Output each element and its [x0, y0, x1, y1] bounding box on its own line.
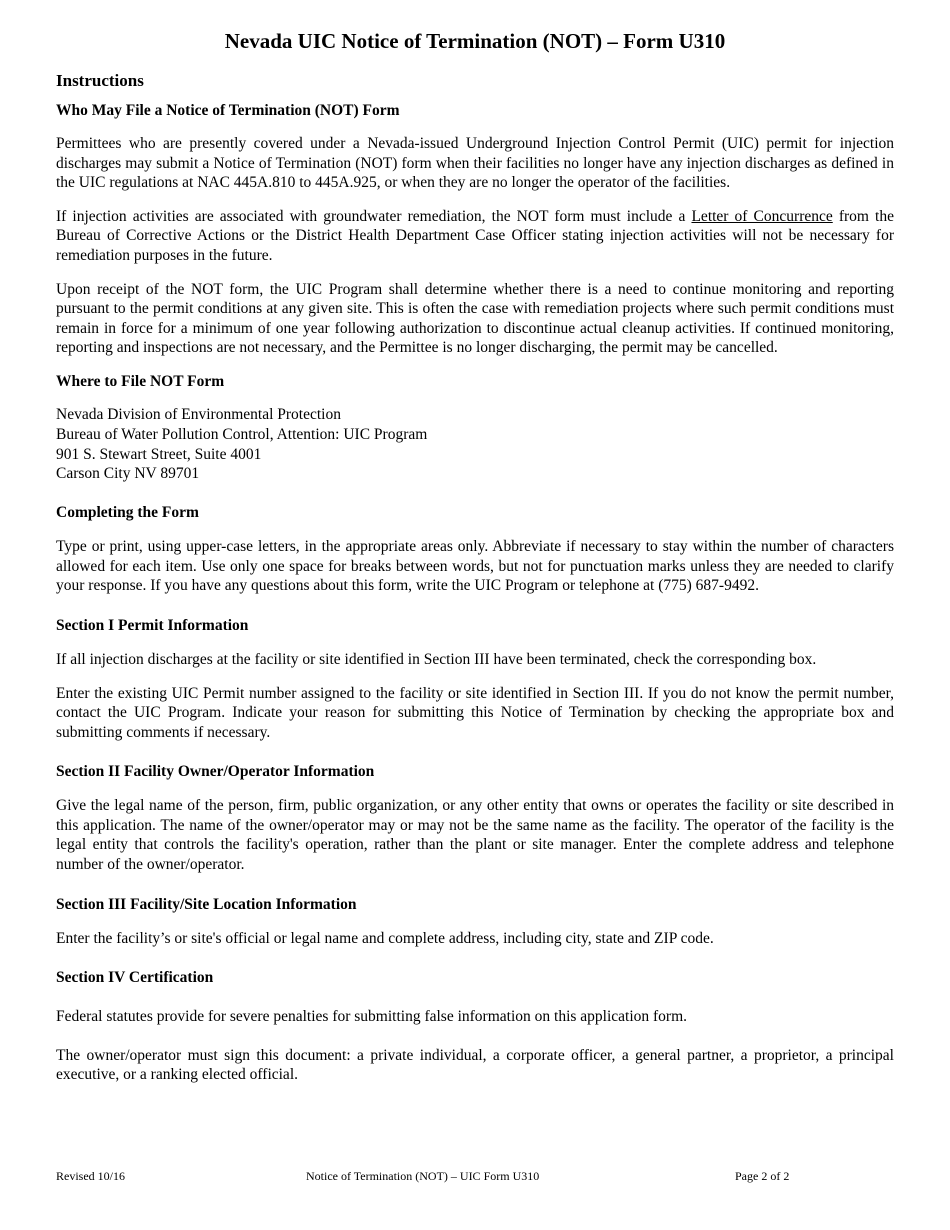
page-footer: [56, 1168, 894, 1184]
footer-revision: Revised 10/16: [56, 1169, 125, 1183]
footer-form-name: Notice of Termination (NOT) – UIC Form U310: [306, 1169, 540, 1183]
address-line: Nevada Division of Environmental Protection: [56, 405, 341, 423]
section-1-paragraph-2: Enter the existing UIC Permit number assigned to the facility or site identified in Section III. If you do not know the permit number, contact the UIC Program. Indicate your reason for submitting this Notice of Termination by checking the appropriate box and submitting comments if necessary.: [56, 684, 894, 741]
mailing-address: [56, 405, 894, 484]
completing-form-heading: Completing the Form: [56, 504, 199, 522]
letter-of-concurrence-text: Letter of Concurrence: [691, 207, 833, 225]
who-may-file-paragraph-2: [56, 207, 894, 266]
paragraph-text: If injection activities are associated with groundwater remediation, the NOT form must include a: [56, 207, 692, 225]
completing-form-paragraph: Type or print, using upper-case letters, in the appropriate areas only. Abbreviate if necessary to stay within the number of characters allowed for each item. Use only one space for breaks between words, but not for punctuation marks unless they are needed to clarify your response. If you have any questions about this form, write the UIC Program or telephone at (775) 687-9492.: [56, 538, 894, 595]
section-4-heading: Section IV Certification: [56, 969, 214, 987]
section-3-paragraph: Enter the facility’s or site's official or legal name and complete address, including city, state and ZIP code.: [56, 929, 714, 947]
page-title: Nevada UIC Notice of Termination (NOT) – Form U310: [224, 29, 726, 53]
section-2-heading: Section II Facility Owner/Operator Information: [56, 763, 375, 781]
paragraph-text: from the Bureau of Corrective Actions or the District Health Department Case Officer stating injection activities will not be necessary for remediation purposes in the future.: [56, 207, 894, 264]
who-may-file-heading: Who May File a Notice of Termination (NOT) Form: [56, 102, 400, 119]
address-line: Carson City NV 89701: [56, 465, 200, 483]
instructions-heading: Instructions: [56, 71, 144, 90]
footer-page-number: Page 2 of 2: [735, 1169, 790, 1183]
address-line: Bureau of Water Pollution Control, Attention: UIC Program: [56, 425, 428, 443]
address-line: 901 S. Stewart Street, Suite 4001: [56, 445, 262, 463]
section-3-heading: Section III Facility/Site Location Information: [56, 895, 357, 913]
section-2-paragraph: Give the legal name of the person, firm, public organization, or any other entity that owns or operates the facility or site described in this application. The name of the owner/operator may or may not be the same name as the facility. The operator of the facility is the legal entity that controls the facility's operation, rather than the plant or site manager. Enter the complete address and telephone number of the owner/operator.: [56, 797, 894, 874]
who-may-file-paragraph-3: Upon receipt of the NOT form, the UIC Program shall determine whether there is a need to continue monitoring and reporting pursuant to the permit conditions at any given site. This is often the case with remediation projects where such permit conditions must remain in force for a minimum of one year following authorization to discontinue actual cleanup activities. If continued monitoring, reporting and inspections are not necessary, and the Permittee is no longer discharging, the permit may be cancelled.: [56, 280, 894, 357]
section-4-paragraph-1: Federal statutes provide for severe penalties for submitting false information on this application form.: [56, 1008, 688, 1026]
where-to-file-heading: Where to File NOT Form: [56, 372, 225, 390]
document-page: [56, 28, 894, 1085]
section-1-paragraph-1: If all injection discharges at the facility or site identified in Section III have been terminated, check the corresponding box.: [56, 650, 817, 668]
section-1-heading: Section I Permit Information: [56, 616, 249, 634]
section-4-paragraph-2: The owner/operator must sign this document: a private individual, a corporate officer, a general partner, a proprietor, a principal executive, or a ranking elected official.: [56, 1046, 894, 1084]
who-may-file-paragraph-1: Permittees who are presently covered under a Nevada-issued Underground Injection Control Permit (UIC) permit for injection discharges may submit a Notice of Termination (NOT) form when their facilities no longer have any injection discharges as defined in the UIC regulations at NAC 445A.810 to 445A.925, or when they are no longer the operator of the facilities.: [56, 135, 894, 192]
